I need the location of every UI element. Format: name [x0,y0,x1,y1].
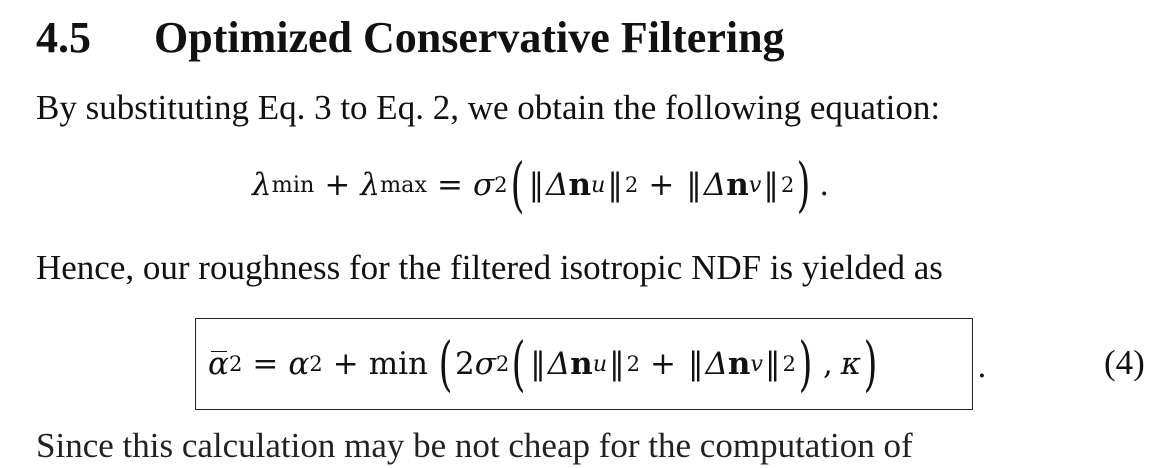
intro-paragraph: By substituting Eq. 3 to Eq. 2, we obtain the following equation: [36,88,941,127]
inner-left-paren: ( [511,329,526,399]
equation-4-period: . [977,349,987,385]
alpha-bar: α [208,345,229,382]
outer-right-paren: ) [863,329,878,399]
hence-paragraph: Hence, our roughness for the filtered isotropic NDF is yielded as [36,248,943,287]
outer-left-paren: ( [438,329,453,399]
equation-eigen-sum: λ min + λ max = σ 2 ( ‖ Δ n u ‖ 2 + ‖ Δ n v ‖ 2 ) . [252,150,830,220]
section-number: 4.5 [36,13,91,62]
equation-number: (4) [1104,343,1145,382]
section-title: Optimized Conservative Filtering [154,13,785,62]
inner-right-paren: ) [798,329,813,399]
equation-4-box: α 2 = α 2 + min ( 2 σ 2 ( ‖ Δ n u ‖ 2 + ‖ Δ n v ‖ 2 ) , κ ) [195,318,973,410]
right-paren: ) [796,150,811,220]
cut-off-paragraph: Since this calculation may be not cheap for the computation of [36,426,913,465]
section-heading [36,10,785,66]
left-paren: ( [510,150,524,220]
